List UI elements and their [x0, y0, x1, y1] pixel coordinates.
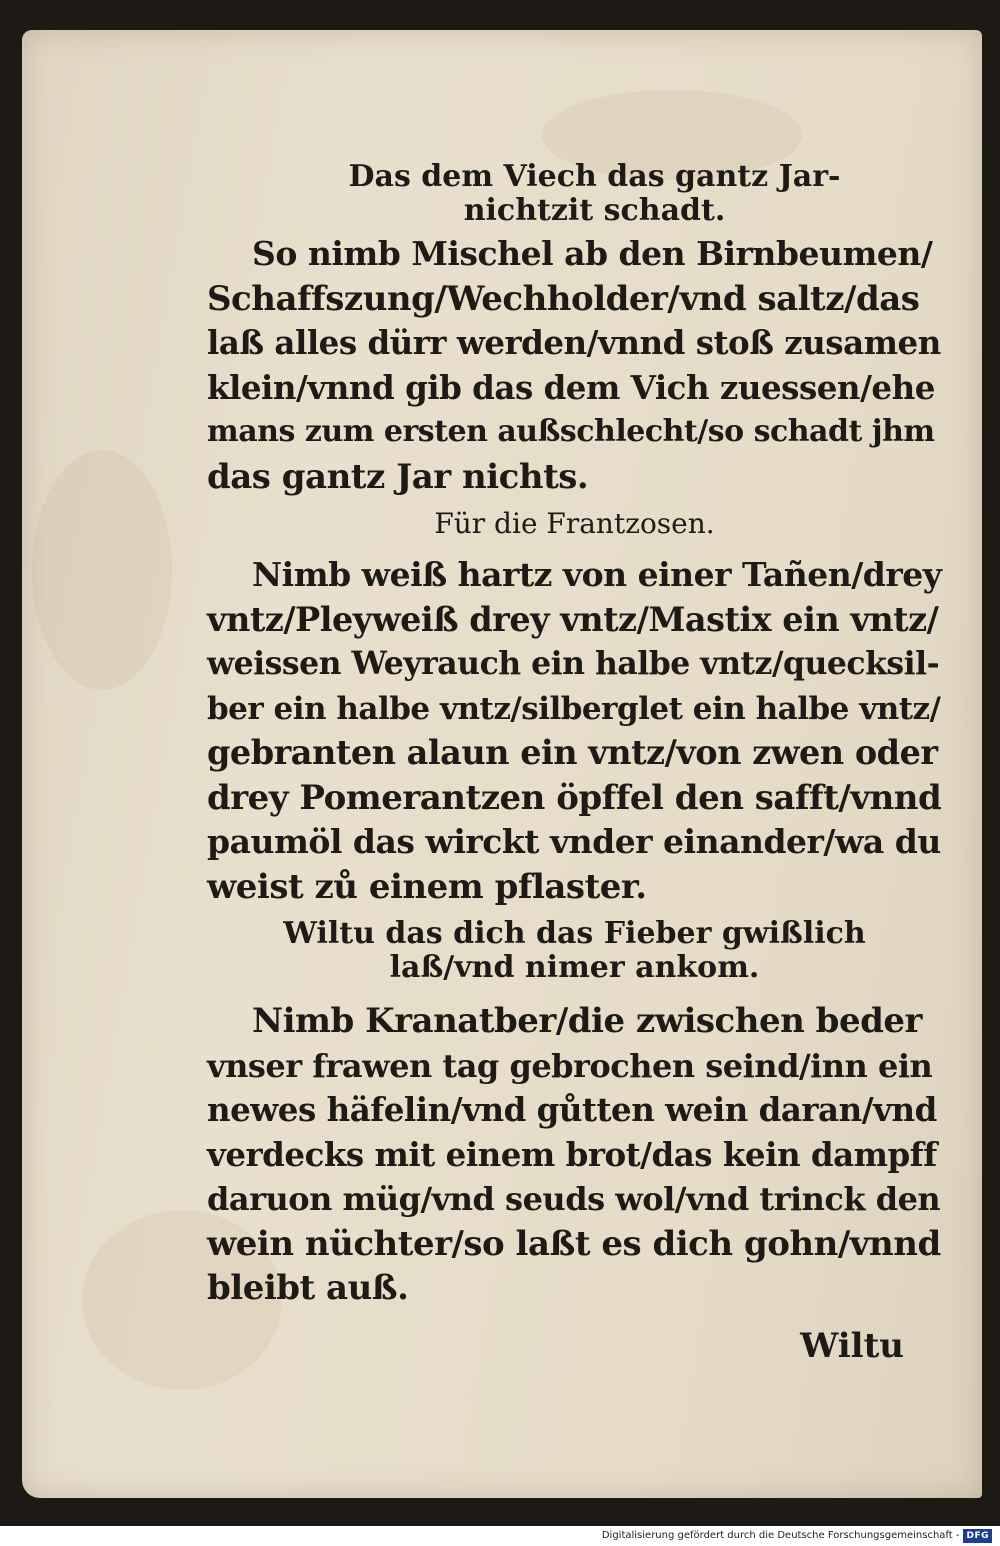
paragraph	[207, 999, 942, 1311]
text-line: laß alles dürr werden/vnnd stoß zusamen	[207, 323, 941, 362]
heading-line: Für die Frantzosen.	[434, 507, 715, 540]
text-line: vnser frawen tag gebrochen seind/inn ein	[207, 1046, 933, 1085]
text-line: das gantz Jar nichts.	[207, 456, 589, 497]
dfg-logo: DFG	[963, 1529, 992, 1543]
text-line: So nimb Mischel ab den Birnbeumen/	[252, 234, 933, 273]
paragraph	[207, 232, 942, 499]
paragraph	[207, 553, 942, 909]
text-line: Schaffszung/Wechholder/vnd saltz/das	[207, 278, 920, 319]
text-line: klein/vnnd gib das dem Vich zuessen/ehe	[207, 367, 935, 407]
book-page	[22, 30, 982, 1498]
text-line: mans zum ersten außschlecht/so schadt jhm	[207, 414, 935, 449]
section-heading	[207, 507, 942, 541]
section-heading	[247, 160, 942, 228]
text-line: paumöl das wirckt vnder einander/wa du	[207, 822, 941, 861]
text-line: daruon müg/vnd seuds wol/vnd trinck den	[207, 1180, 941, 1218]
funding-credit: Digitalisierung gefördert durch die Deutsche Forschungsgemeinschaft -	[601, 1530, 960, 1541]
text-line: bleibt auß.	[207, 1268, 409, 1308]
text-line: Nimb Kranatber/die zwischen beder	[252, 1001, 922, 1041]
text-line: weist zů einem pflaster.	[207, 866, 647, 907]
text-line: vntz/Pleyweiß drey vntz/Mastix ein vntz/	[207, 599, 939, 639]
paper-stain	[32, 450, 172, 690]
text-line: ber ein halbe vntz/silberglet ein halbe vntz/	[207, 690, 941, 727]
text-line: wein nüchter/so laßt es dich gohn/vnnd	[207, 1223, 941, 1264]
text-line: Nimb weiß hartz von einer Tañen/drey	[252, 555, 942, 594]
text-line: newes häfelin/vnd gůtten wein daran/vnd	[207, 1090, 937, 1129]
text-block	[207, 148, 942, 1311]
heading-line: Das dem Viech das gantz Jar-	[348, 159, 841, 194]
section-heading	[207, 917, 942, 985]
heading-line: Wiltu das dich das Fieber gwißlich	[283, 916, 866, 951]
text-line: verdecks mit einem brot/das kein dampff	[207, 1134, 937, 1174]
text-line: weissen Weyrauch ein halbe vntz/quecksil-	[207, 645, 940, 682]
text-line: drey Pomerantzen öpffel den safft/vnnd	[207, 777, 942, 818]
digitization-footer	[0, 1526, 1000, 1546]
heading-line: nichtzit schadt.	[463, 193, 726, 228]
heading-line: laß/vnd nimer ankom.	[389, 950, 760, 985]
text-line: gebranten alaun ein vntz/von zwen oder	[207, 733, 938, 772]
catchword: Wiltu	[800, 1326, 904, 1366]
